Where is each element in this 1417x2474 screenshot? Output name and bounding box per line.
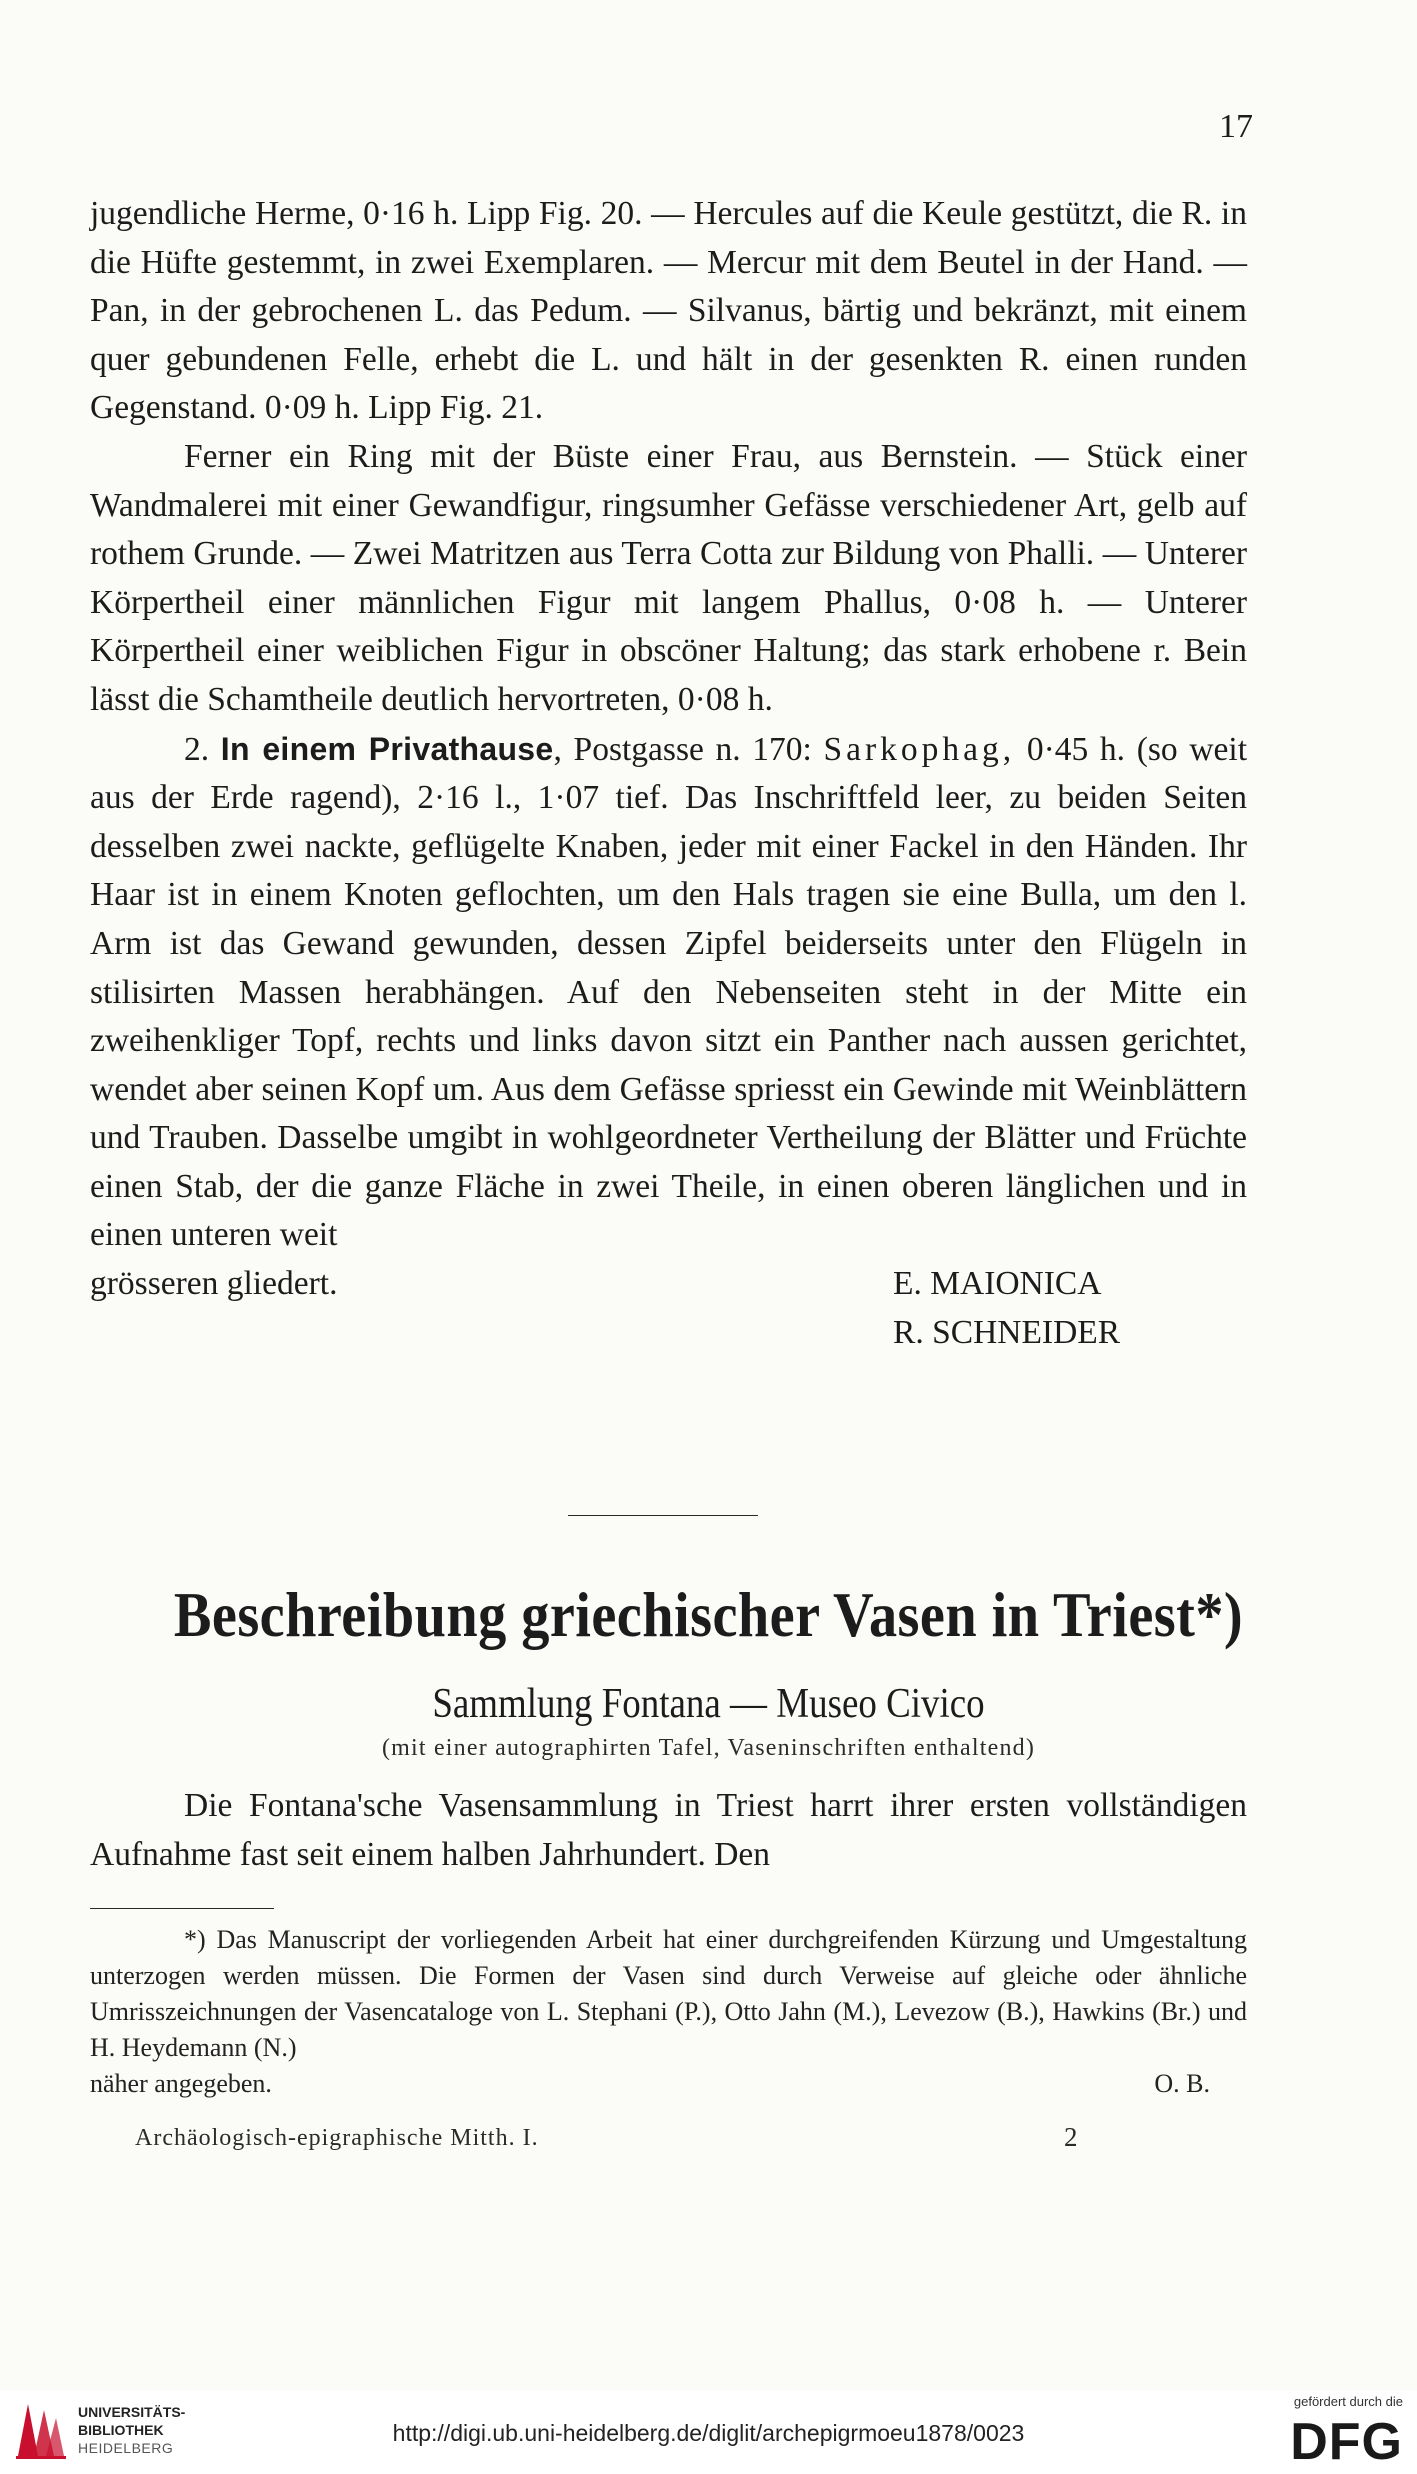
- paragraph-2: Ferner ein Ring mit der Büste einer Frau, aus Bernstein. — Stück einer Wandmalerei mit einer Gewandfigur, ringsumher Gefässe verschiedener Art, gelb auf rothem Grunde. — Zwei Matritzen aus Terra Cotta zur Bildung von Phalli. — Unterer Körpertheil einer männlichen Figur mit langem Phallus, 0·08 h. — Unterer Körpertheil einer weiblichen Figur in obscöner Haltung; das stark erhobene r. Bein lässt die Schamtheile deutlich hervortreten, 0·08 h.: [90, 437, 1247, 718]
- footnote-initials: O. B.: [1154, 2069, 1210, 2098]
- footnote-divider: [90, 1908, 274, 1909]
- paragraph-3-number: 2.: [184, 730, 210, 768]
- footnote-text: *) Das Manuscript der vorliegenden Arbeit hat einer durchgreifenden Kürzung und Umgestaltung unterzogen werden müssen. Die Formen der Vasen sind durch Verweise auf gleiche oder ähnliche Umrisszeichnungen der Vasencataloge von L. Stephani (P.), Otto Jahn (M.), Levezow (B.), Hawkins (Br.) und H. Heydemann (N.): [90, 1925, 1247, 2062]
- author-1: E. MAIONICA: [893, 1265, 1102, 1303]
- article-subtitle: Sammlung Fontana — Museo Civico: [432, 1681, 985, 1727]
- footnote-last-line: näher angegeben.: [90, 2069, 272, 2098]
- article-intro: Die Fontana'sche Vasensammlung in Triest harrt ihrer ersten vollständigen Aufnahme fast seit einem halben Jahrhundert. Den: [90, 1787, 1247, 1873]
- footer-bar: [0, 2390, 1417, 2474]
- footnote-end-line: [90, 2066, 1247, 2102]
- paragraph-3-end-line: [90, 1260, 1247, 1309]
- page-number: 17: [1219, 108, 1253, 145]
- section-divider: [568, 1515, 758, 1516]
- paragraph-3-text: 0·45 h. (so weit aus der Erde ragend), 2·16 l., 1·07 tief. Das Inschriftfeld leer, zu beiden Seiten desselben zwei nackte, geflügelte Knaben, jeder mit einer Fackel in den Händen. Ihr Haar ist in einem Knoten geflochten, um den Hals tragen sie eine Bulla, um den l. Arm ist das Gewand gewunden, dessen Zipfel beiderseits unter den Flügeln in stilisirten Massen herabhängen. Auf den Nebenseiten steht in der Mitte ein zweihenkliger Topf, rechts und links davon sitzt ein Panther nach aussen gerichtet, wendet aber seinen Kopf um. Aus dem Gefässe spriesst ein Gewinde mit Weinblättern und Trauben. Dasselbe umgibt in wohlgeordneter Vertheilung der Blätter und Früchte einen Stab, der die ganze Fläche in zwei Theile, in einen oberen länglichen und in einen unteren weit: [90, 730, 1248, 1254]
- journal-signature: Archäologisch-epigraphische Mitth. I.: [135, 2125, 539, 2151]
- author-line-2: [90, 1309, 1247, 1358]
- paragraph-3-last-line: grösseren gliedert.: [90, 1265, 338, 1303]
- source-url-link[interactable]: http://digi.ub.uni-heidelberg.de/diglit/archepigrmoeu1878/0023: [392, 2420, 1025, 2446]
- library-name-line-2: BIBLIOTHEK: [78, 2422, 164, 2438]
- paragraph-1: jugendliche Herme, 0·16 h. Lipp Fig. 20. — Hercules auf die Keule gestützt, die R. in die Hüfte gestemmt, in zwei Exemplaren. — Mercur mit dem Beutel in der Hand. — Pan, in der gebrochenen L. das Pedum. — Silvanus, bärtig und bekränzt, mit einem quer gebundenen Felle, erhebt die L. und hält in der gesenkten R. einen runden Gegenstand. 0·09 h. Lipp Fig. 21.: [90, 195, 1247, 427]
- footnote: [90, 1922, 1247, 2102]
- library-name-line-1: UNIVERSITÄTS-: [78, 2404, 186, 2420]
- dfg-logo: DFG: [1290, 2413, 1403, 2471]
- paragraph-3-object: Sarkophag,: [823, 730, 1016, 768]
- sheet-number: 2: [1064, 2122, 1078, 2152]
- paragraph-3: [90, 725, 1247, 1261]
- body-text: [90, 190, 1247, 1357]
- library-name-line-3: HEIDELBERG: [78, 2440, 174, 2456]
- funder-caption: gefördert durch die: [1293, 2394, 1403, 2409]
- paragraph-3-location: , Postgasse n. 170:: [553, 730, 812, 768]
- author-2: R. SCHNEIDER: [893, 1313, 1121, 1351]
- article-note: (mit einer autographirten Tafel, Vaseninschriften enthaltend): [381, 1735, 1036, 1761]
- paragraph-3-heading: In einem Privathause: [220, 730, 554, 767]
- article-title: Beschreibung griechischer Vasen in Triest*): [173, 1579, 1244, 1650]
